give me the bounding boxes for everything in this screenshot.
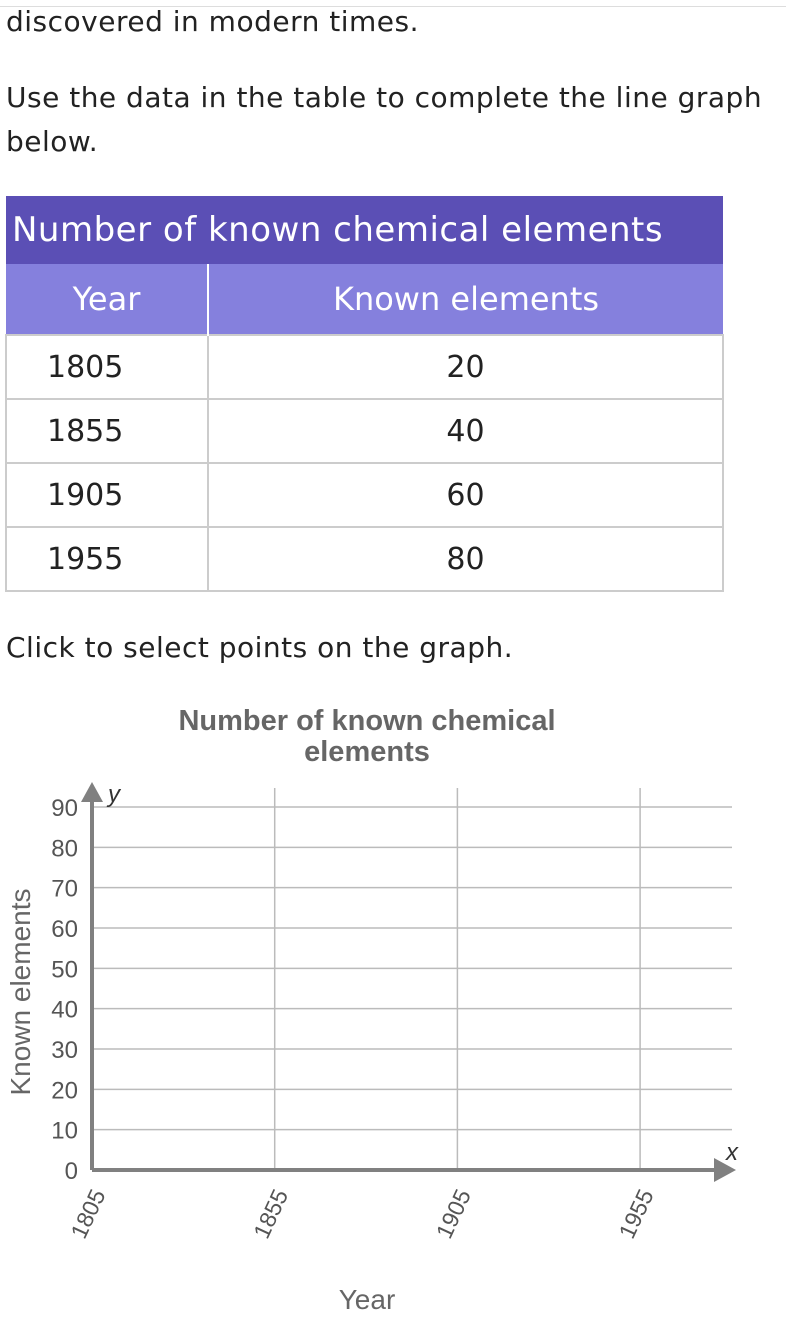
y-tick-label: 80 — [51, 835, 78, 863]
x-tick-label: 1955 — [613, 1185, 659, 1243]
y-axis-label: Known elements — [5, 888, 36, 1096]
table-row — [6, 527, 723, 591]
y-tick-label: 30 — [51, 1037, 78, 1064]
y-tick-label: 10 — [51, 1117, 78, 1145]
line-graph[interactable] — [0, 690, 786, 1322]
table-row — [6, 335, 723, 399]
cell-value: 60 — [208, 463, 723, 527]
cell-value: 20 — [208, 335, 723, 399]
header-known-elements: Known elements — [208, 264, 723, 335]
y-tick-label: 0 — [64, 1158, 78, 1185]
click-instruction: Click to select points on the graph. — [6, 631, 514, 664]
intro-text: discovered in modern times. — [6, 5, 420, 38]
y-tick-label: 70 — [51, 875, 78, 903]
y-tick-label: 90 — [51, 795, 78, 822]
instruction-text: Use the data in the table to complete the line graph below. — [6, 81, 763, 158]
y-axis-variable: y — [108, 781, 120, 808]
cell-value: 40 — [208, 399, 723, 463]
x-tick-label: 1805 — [65, 1185, 111, 1243]
cell-year: 1905 — [6, 463, 208, 527]
table-row — [6, 463, 723, 527]
table-row — [6, 399, 723, 463]
data-table — [5, 196, 724, 592]
y-tick-label: 50 — [51, 956, 78, 984]
y-tick-label: 40 — [51, 996, 78, 1024]
chart-title: Number of known chemical elements — [178, 705, 556, 768]
header-year: Year — [6, 264, 208, 335]
cell-year: 1855 — [6, 399, 208, 463]
table-title: Number of known chemical elements — [6, 196, 723, 264]
y-tick-label: 20 — [51, 1077, 78, 1105]
x-axis-label: Year — [338, 1284, 396, 1315]
x-tick-label: 1855 — [248, 1185, 294, 1243]
cell-value: 80 — [208, 527, 723, 591]
x-axis-variable: x — [726, 1139, 738, 1166]
y-axis-arrow-icon — [81, 782, 103, 802]
y-tick-label: 60 — [51, 916, 78, 943]
cell-year: 1955 — [6, 527, 208, 591]
x-tick-label: 1905 — [430, 1185, 476, 1243]
cell-year: 1805 — [6, 335, 208, 399]
